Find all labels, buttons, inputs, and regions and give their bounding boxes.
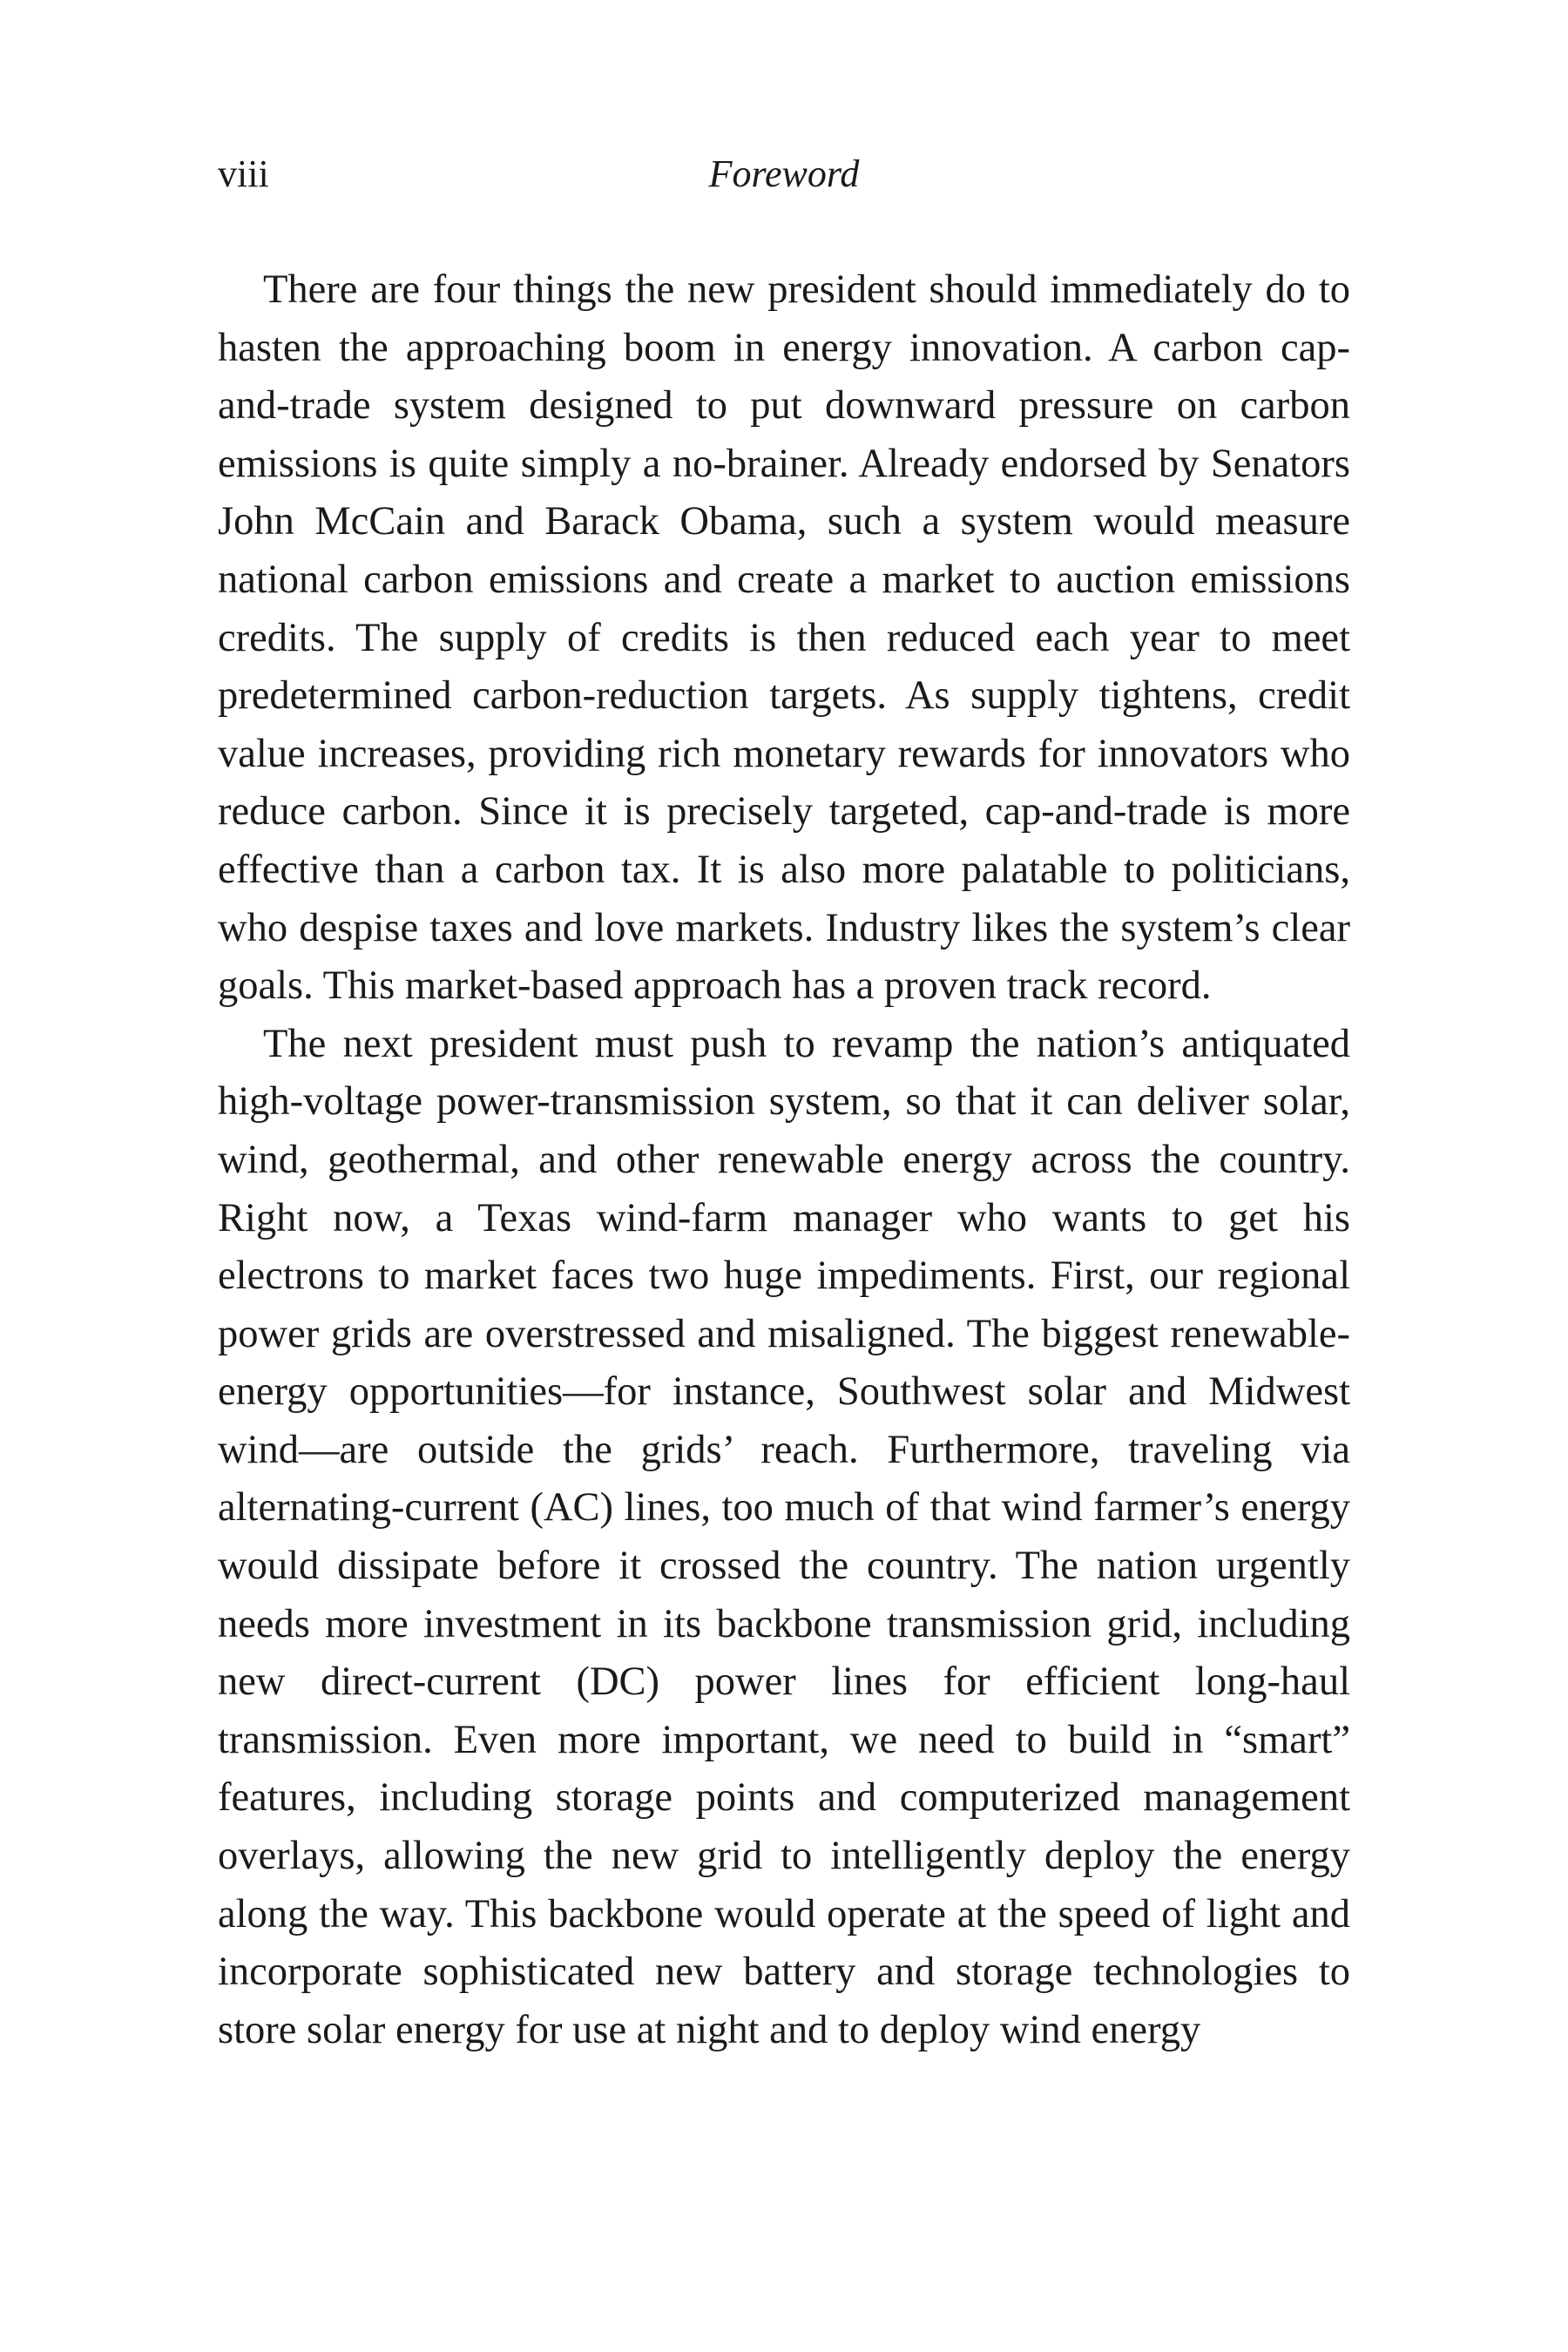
page-number: viii	[218, 152, 269, 195]
running-title: Foreword	[708, 152, 860, 195]
running-head	[218, 148, 1350, 200]
paragraph-cap-and-trade: There are four things the new president should immediately do to hasten the approaching boom in energy innovation. A carbon cap-and-trade system designed to put downward pressure on carbon emissions is quite simply a no-brainer. Already endorsed by Senators John McCain and Barack Obama, such a system would measure national carbon emissions and create a market to auction emissions credits. The supply of credits is then reduced each year to meet predetermined carbon-reduction targets. As supply tightens, credit value increases, providing rich monetary rewards for innovators who reduce carbon. Since it is precisely targeted, cap-and-trade is more effective than a carbon tax. It is also more palatable to politicians, who despise taxes and love markets. Industry likes the system’s clear goals. This market-based approach has a proven track record.	[218, 267, 1350, 1009]
paragraph-transmission-grid: The next president must push to revamp the nation’s antiquated high-voltage power-transmission system, so that it can deliver solar, wind, geothermal, and other renewable energy across the country. Right now, a Texas wind-farm manager who wants to get his electrons to market faces two huge impediments. First, our regional power grids are overstressed and misaligned. The biggest renewable-energy opportunities—for instance, Southwest solar and Midwest wind—are outside the grids’ reach. Furthermore, traveling via alternating-current (AC) lines, too much of that wind farmer’s energy would dissipate before it crossed the country. The nation urgently needs more investment in its backbone transmission grid, including new direct-current (DC) power lines for efficient long-haul transmission. Even more important, we need to build in “smart” features, including storage points and computerized management overlays, allowing the new grid to intelligently deploy the energy along the way. This backbone would operate at the speed of light and incorporate sophisticated new battery and storage technologies to store solar energy for use at night and to deploy wind energy	[218, 1021, 1350, 2052]
body-text	[218, 261, 1350, 2059]
